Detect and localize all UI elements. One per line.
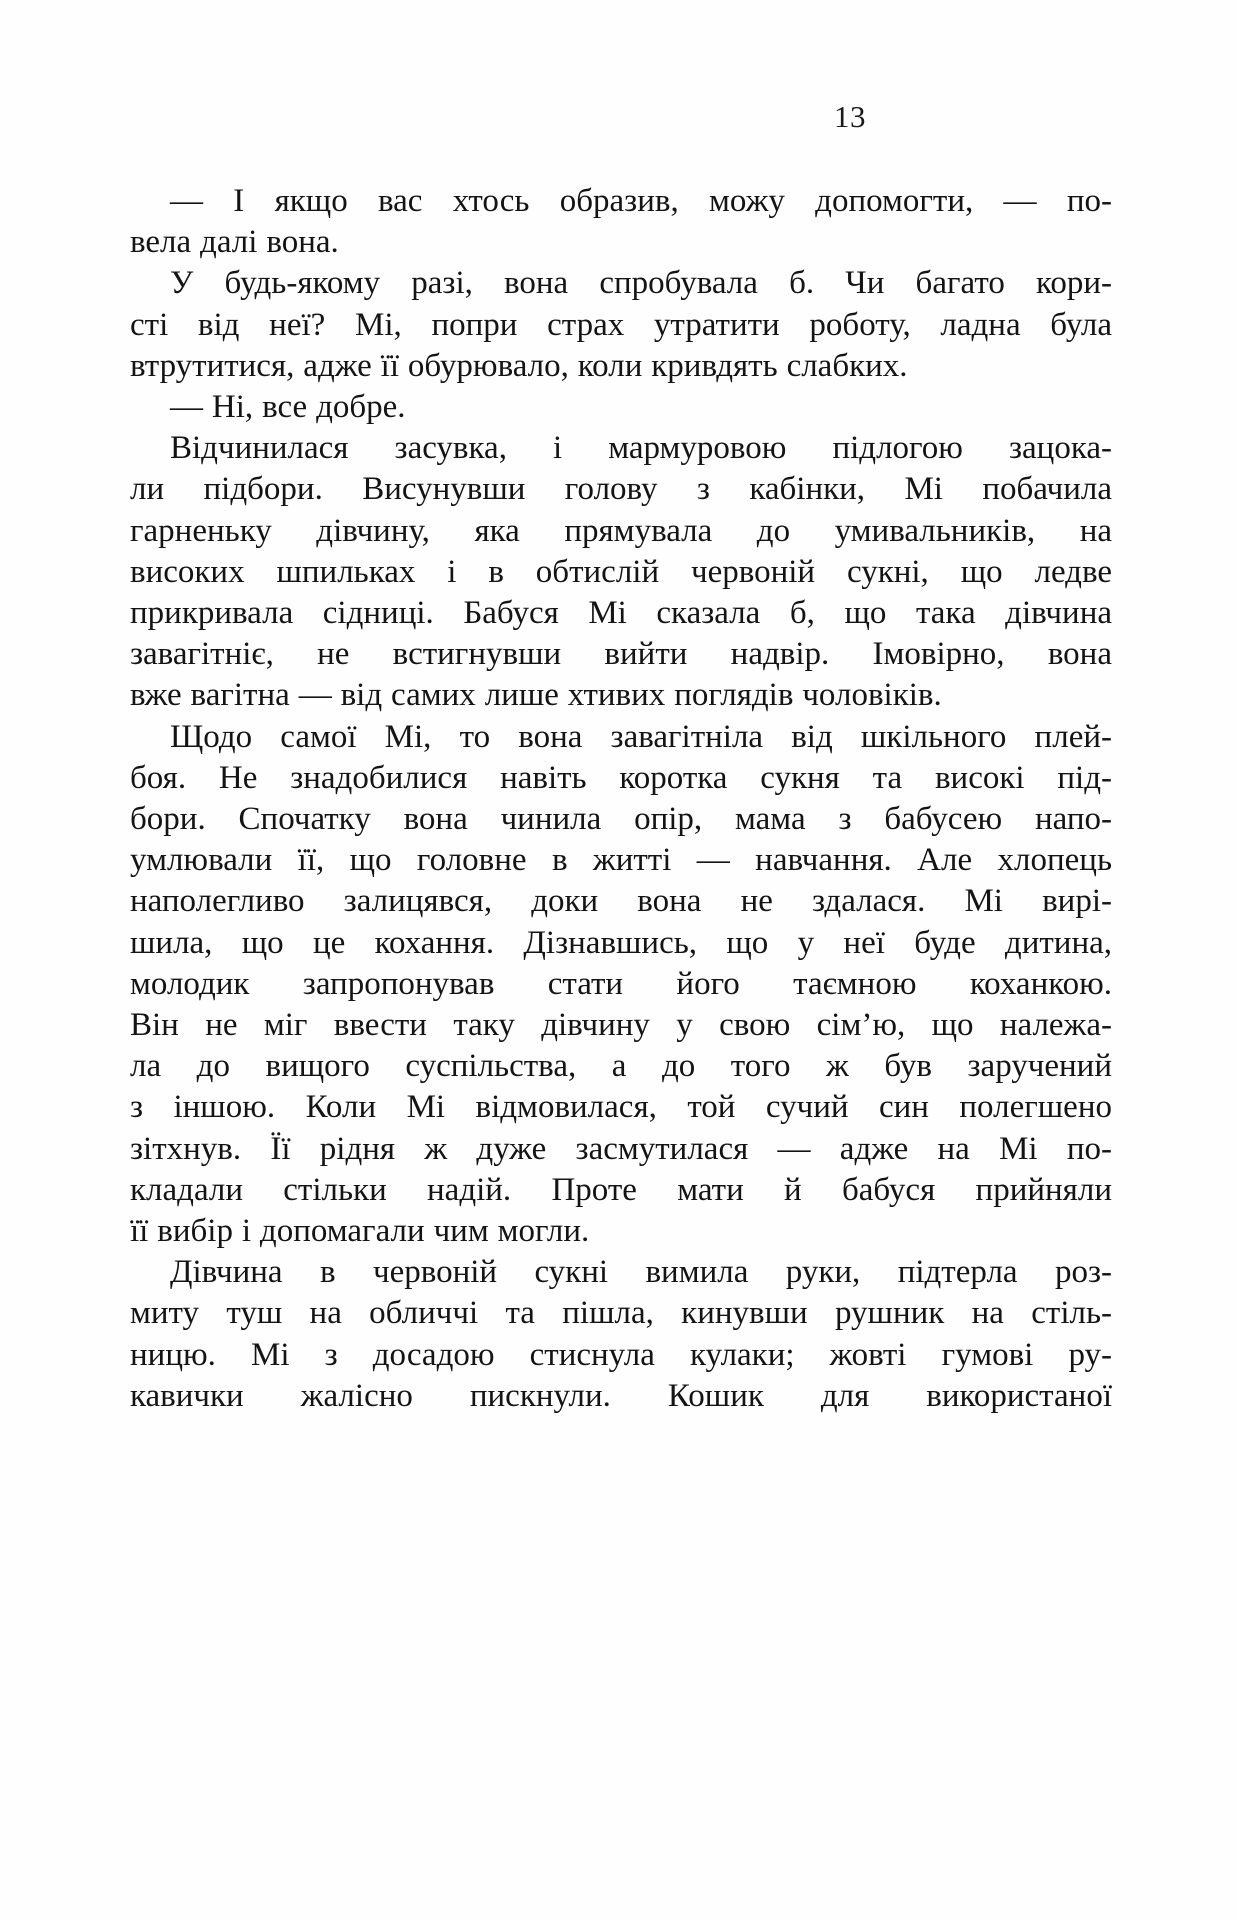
text-line: завагітніє, не встигнувши вийти надвір. Імовірно, вона	[130, 636, 1112, 673]
text-line: кладали стільки надій. Проте мати й бабуся прийняли	[130, 1171, 1112, 1208]
text-line: У будь-якому разі, вона спробувала б. Чи багато кори-	[170, 265, 1112, 302]
text-line: ли підбори. Висунувши голову з кабінки, Мі побачила	[130, 471, 1112, 508]
text-line: ла до вищого суспільства, а до того ж був заручений	[130, 1048, 1112, 1085]
paragraph	[130, 1252, 1112, 1417]
text-line: її вибір і допомагали чим могли.	[130, 1213, 590, 1250]
text-line: Відчинилася засувка, і мармуровою підлогою зацока-	[170, 430, 1112, 467]
text-line: високих шпильках і в обтислій червоній сукні, що ледве	[130, 553, 1112, 590]
text-line: наполегливо залицявся, доки вона не здалася. Мі вирі-	[130, 883, 1112, 920]
paragraph	[130, 428, 1112, 716]
text-line: Дівчина в червоній сукні вимила руки, підтерла роз-	[170, 1254, 1112, 1291]
text-line: зітхнув. Її рідня ж дуже засмутилася — адже на Мі по-	[130, 1130, 1112, 1167]
text-line: ницю. Мі з досадою стиснула кулаки; жовті гумові ру-	[130, 1336, 1112, 1373]
text-line: — Ні, все добре.	[170, 389, 406, 426]
text-line: шила, що це кохання. Дізнавшись, що у неї буде дитина,	[130, 924, 1112, 961]
page-text	[130, 181, 1112, 1417]
text-line: умлювали її, що головне в житті — навчання. Але хлопець	[130, 842, 1112, 879]
page-number: 13	[834, 99, 866, 134]
text-line: молодик запропонував стати його таємною коханкою.	[130, 965, 1112, 1002]
text-line: втрутитися, адже її обурювало, коли кривдять слабких.	[130, 347, 908, 384]
paragraph	[130, 387, 1112, 428]
text-line: миту туш на обличчі та пішла, кинувши рушник на стіль-	[130, 1295, 1112, 1332]
paragraph	[130, 181, 1112, 263]
text-line: з іншою. Коли Мі відмовилася, той сучий син полегшено	[130, 1089, 1112, 1126]
text-line: боя. Не знадобилися навіть коротка сукня та високі під-	[130, 759, 1112, 796]
text-line: — І якщо вас хтось образив, можу допомогти, — по-	[170, 183, 1112, 219]
text-line: вела далі вона.	[130, 224, 339, 261]
paragraph	[130, 717, 1112, 1253]
text-line: кавички жалісно пискнули. Кошик для використаної	[130, 1377, 1112, 1414]
text-line: вже вагітна — від самих лише хтивих поглядів чоловіків.	[130, 677, 942, 714]
text-line: Щодо самої Мі, то вона завагітніла від шкільного плей-	[170, 718, 1112, 755]
text-line: сті від неї? Мі, попри страх утратити роботу, ладна була	[130, 306, 1112, 343]
text-line: гарненьку дівчину, яка прямувала до умивальників, на	[130, 512, 1112, 549]
text-line: прикривала сідниці. Бабуся Мі сказала б, що така дівчина	[130, 595, 1112, 632]
paragraph	[130, 263, 1112, 387]
text-line: бори. Спочатку вона чинила опір, мама з бабусею напо-	[130, 801, 1112, 838]
text-line: Він не міг ввести таку дівчину у свою сім’ю, що належа-	[130, 1007, 1112, 1044]
